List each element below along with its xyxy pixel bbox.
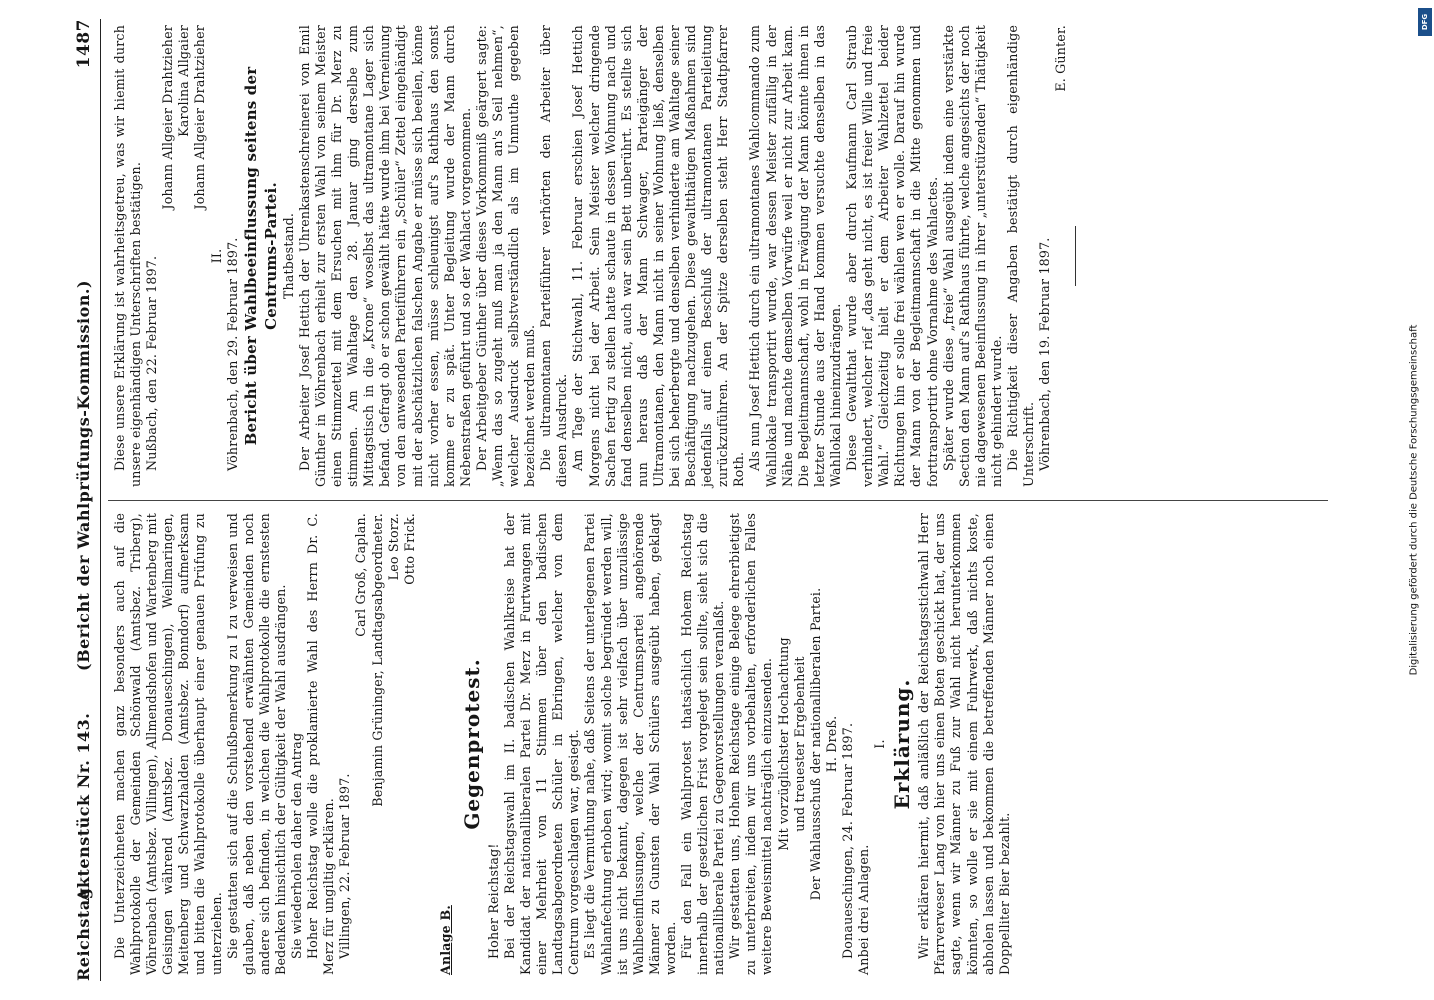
closing-line: Der Wahlausschuß der nationalliberalen Partei. — [807, 587, 823, 901]
header-document-number: Aktenstück Nr. 143. — [74, 712, 93, 901]
closing-line: und treuester Ergebenheit — [791, 656, 807, 832]
right-column — [112, 25, 1082, 487]
place-date: Villingen, 22. Februar 1897. — [337, 773, 353, 959]
paragraph: Später wurde diese „freie“ Wahl ausgeübt indem eine verstärkte Section den Mann auf's Rathhaus führte, welche angesichts der noch nie dagewesenen Beeinflussung in ihrer „unterstützenden“ Thätigkeit nicht gehindert wurde. — [940, 25, 1004, 487]
paragraph: Die Richtigkeit dieser Angaben bestätigt durch eigenhändige Unterschrift. — [1004, 25, 1037, 487]
signature: Johann Allgeier Drahtzieher — [192, 25, 208, 210]
place-date: Donaueschingen, 24. Februar 1897. — [839, 722, 855, 959]
section-title: Gegenprotest. — [459, 658, 484, 830]
page-number: 1487 — [74, 19, 94, 69]
annex-label: Anlage B. — [437, 905, 453, 975]
section-title: Bericht über Wahlbeeinflussung seitens der Centrums-Partei. — [241, 66, 280, 446]
paragraph: Diese unsere Erklärung ist wahrheitsgetreu, was wir hiemit durch unsere eigenhändigen Unterschriften bestätigen. — [112, 25, 144, 487]
enclosures-note: Anbei drei Anlagen. — [856, 844, 872, 975]
place-date: Vöhrenbach, den 29. Februar 1897. — [224, 237, 240, 471]
section-title: Erklärung. — [890, 678, 915, 810]
signature: E. Günter. — [1053, 25, 1069, 92]
end-rule — [1075, 226, 1076, 286]
paragraph: Hoher Reichstag wolle die proklamierte Wahl des Herrn Dr. C. Merz für ungiltig erklären. — [305, 513, 337, 975]
closing-line: Mit vorzüglichster Hochachtung — [775, 637, 791, 851]
paragraph: Der Arbeitgeber Günther über dieses Vorkommniß geärgert sagte: „Wenn das so zugeht muß man ja den Mann an's Seil nehmen“, welcher Ausdruck selbstverständlich als im Unmuthe gegeben bezeichnet werden muß. — [473, 25, 538, 487]
header-rule — [100, 19, 101, 981]
paragraph: Es liegt die Vermuthung nahe, daß Seitens der unterlegenen Partei Wahlanfechtung erhoben wird; womit solche begründet werden will, ist uns nicht bekannt, dagegen ist sehr vielfach über unzulässige Wahlbeeinflussungen, welche der Centrumspartei angehörende Männer zu Gunsten der Wahl Schülers ausgeübt haben, geklagt worden. — [582, 513, 678, 975]
dfg-logo-text: DFG — [1421, 13, 1429, 31]
closing-signature: H. Dreß. — [823, 715, 839, 773]
signature: Leo Storz. — [385, 513, 401, 581]
signature: Carl Groß, Caplan. — [353, 513, 369, 637]
roman-numeral: II. — [208, 248, 224, 264]
header-section: (Bericht der Wahlprüfungs-Kommission.) — [74, 279, 93, 671]
signature: Otto Frick. — [401, 513, 417, 585]
subsection-title: Thatbestand. — [280, 212, 296, 300]
paragraph: Bei der Reichstagswahl im II. badischen Wahlkreise hat der Kandidat der nationalliberalen Partei Dr. Merz in Furtwangen mit einer Mehrheit von 11 Stimmen über den badischen Landtagsabgeordneten Schüler in Ebringen, welcher von dem Centrum vorgeschlagen war, gesiegt. — [501, 513, 582, 975]
column-divider — [108, 500, 1328, 501]
roman-numeral: I. — [872, 739, 888, 749]
header-left: Reichstag. — [74, 881, 93, 981]
digitization-note: Digitalisierung gefördert durch die Deutsche Forschungsgemeinschaft — [1408, 324, 1420, 676]
paragraph: Sie wiederholen daher den Antrag — [289, 732, 305, 959]
salutation: Hoher Reichstag! — [485, 843, 501, 959]
paragraph: Der Arbeiter Josef Hettich der Uhrenkastenschreinerei von Emil Günther in Vöhrenbach erhielt zur ersten Wahl von seinem Meister einen Stimmzettel mit dem Ersuchen mit ihm für Dr. Merz zu stimmen. Am Wahltage den 28. Januar ging derselbe zum Mittagstisch in die „Krone“ woselbst das ultramontane Lager sich befand. Gefragt ob er schon gewählt hätte wurde ihm bei Verneinung von den anwesenden Parteiführern ein „Schüler“ Zettel eingehändigt mit der abschätzlichen falschen Angabe er müsse sich beeilen, könne nicht vorher essen, müsse schleunigst auf's Rathhaus den sonst komme er zu spät. Unter Begleitung wurde der Mann durch Nebenstraßen geführt und so der Wahlact vorgenommen. — [296, 25, 473, 487]
place-date: Nußbach, den 22. Februar 1897. — [144, 255, 160, 471]
page-header — [68, 19, 98, 981]
dfg-logo — [1418, 8, 1432, 36]
paragraph: Die Unterzeichneten machen ganz besonders auch auf die Wahlprotokolle der Gemeinden Schönwald (Amtsbez. Triberg), Vöhrenbach (Amtsbez. Villingen), Allmendshofen und Wartenberg mit Geisingen während (Amtsbez. Donaueschingen), Weilmaringen, Meitenberg und Schwarzhalden (Amtsbez. Bonndorf) aufmerksam und bitten die Wahlprotokolle überhaupt einer genauen Prüfung zu unterziehen. — [112, 513, 224, 975]
paragraph: Für den Fall ein Wahlprotest thatsächlich Hohem Reichstag innerhalb der gesetzlichen Frist vorgelegt sein sollte, sieht sich die nationalliberale Partei zu Gegenvorstellungen veranlaßt. — [679, 513, 727, 975]
signature: Johann Allgeier Drahtzieher — [160, 25, 176, 210]
document-page — [68, 19, 1340, 981]
paragraph: Wir erklären hiermit, daß anläßlich der Reichstagsstichwahl Herr Pfarrverweser Lang von hier uns einen Boten geschickt hat, der uns sagte, wenn wir Männer zu Fuß zur Wahl nicht herunterkommen könnten, so wolle er sie mit einem Fuhrwerk, daß nichts koste, abholen lassen und bekommen die betreffenden Männer noch einen Doppelliter Bier bezahlt. — [916, 513, 1012, 975]
signature: Benjamin Grüninger, Landtagsabgeordneter. — [369, 513, 385, 807]
paragraph: Am Tage der Stichwahl, 11. Februar erschien Josef Hettich Morgens nicht bei der Arbeit. Sein Meister welcher dringende Sachen fertig zu stellen hatte schaute in dessen Wohnung nach und fand denselben nicht, auch war sein Bett unberührt. Es stellte sich nun heraus daß der Mann Schwager, Parteigänger der Ultramontanen, den Mann nicht in seiner Wohnung ließ, denselben bei sich beherbergte und denselben verhinderte am Wahltage seiner Beschäftigung nachzugehen. Diese gewaltthätigen Maßnahmen sind jedenfalls auf einen Beschluß der ultramontanen Parteileitung zurückzuführen. An der Spitze derselben steht Herr Stadtpfarrer Roth. — [570, 25, 747, 487]
place-date: Vöhrenbach, den 19. Februar 1897. — [1037, 237, 1053, 471]
left-column — [112, 513, 1013, 975]
paragraph: Die ultramontanen Parteiführer verhörten den Arbeiter über diesen Ausdruck. — [538, 25, 570, 487]
paragraph: Wir gestatten uns, Hohem Reichstage einige Belege ehrerbietigst zu unterbreiten, indem wir uns vorbehalten, erforderlichen Falles weitere Beweismittel nachträglich einzusenden. — [727, 513, 775, 975]
paragraph: Als nun Josef Hettich durch ein ultramontanes Wahlcommando zum Wahllokale transportirt wurde, war dessen Meister zufällig in der Nähe und machte demselben Vorwürfe weil er nicht zur Arbeit kam. Die Begleitmannschaft, wohl in Erwägung der Mann könnte ihnen in letzter Stunde aus der Hand kommen versuchte denselben in das Wahllokal hineinzudrängen. — [747, 25, 843, 487]
signature: Karolina Allgaier — [176, 25, 192, 137]
paragraph: Sie gestatten sich auf die Schlußbemerkung zu I zu verweisen und glauben, daß neben den vorstehend erwähnten Gemeinden noch andere sich befinden, in welchen die Wahlprotokolle die ernstesten Bedenken hinsichtlich der Gültigkeit der Wahl ausdrängen. — [224, 513, 288, 975]
paragraph: Diese Gewaltthat wurde aber durch Kaufmann Carl Straub verhindert, welcher rief „das geht nicht, es ist freier Wille und freie Wahl.“ Gleichzeitig hielt er dem Arbeiter Wahlzettel beider Richtungen hin er solle frei wählen wen er wolle. Darauf hin wurde der Mann von der Begleitmannschaft in die Mitte genommen und forttransportirt ohne Vornahme des Wahlactes. — [844, 25, 940, 487]
